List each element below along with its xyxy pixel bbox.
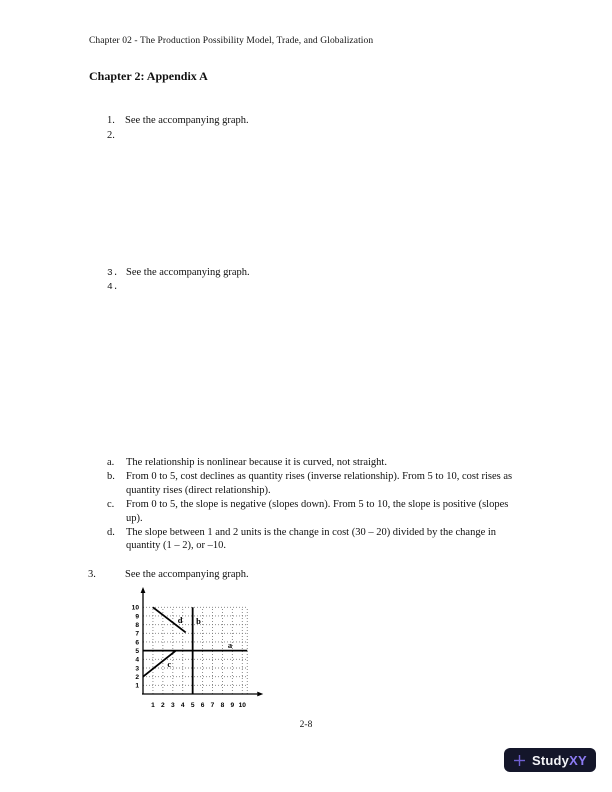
running-header: Chapter 02 - The Production Possibility Model, Trade, and Globalization	[89, 36, 374, 46]
svg-text:10: 10	[238, 702, 246, 709]
svg-text:c: c	[167, 659, 172, 670]
list-item-text: The slope between 1 and 2 units is the change in cost (30 – 20) divided by the change in quantity (1 – 2), or –10.	[126, 526, 497, 552]
list-item-text: See the accompanying graph.	[125, 115, 249, 126]
graph-canvas	[120, 583, 270, 715]
svg-text:b: b	[196, 615, 201, 626]
page-title: Chapter 2: Appendix A	[89, 69, 208, 83]
svg-text:8: 8	[135, 622, 139, 630]
svg-text:7: 7	[135, 630, 139, 638]
list-item	[107, 280, 250, 294]
page-number: 2-8	[299, 720, 313, 730]
svg-text:6: 6	[200, 702, 205, 709]
list-item	[107, 470, 517, 498]
svg-text:4: 4	[135, 656, 139, 664]
svg-text:3: 3	[170, 702, 175, 709]
svg-text:5: 5	[135, 648, 139, 656]
list-marker: 3.	[88, 569, 96, 580]
list-item	[107, 526, 517, 554]
list-marker: b.	[107, 470, 115, 482]
brand-xy-text: XY	[569, 752, 587, 768]
coordinate-graph	[120, 583, 270, 715]
svg-text:9: 9	[135, 613, 139, 621]
svg-text:1: 1	[151, 702, 155, 709]
svg-text:9: 9	[230, 702, 235, 709]
list-item-text: The relationship is nonlinear because it is curved, not straight.	[126, 457, 387, 468]
list-marker: c.	[107, 498, 115, 510]
list-marker: d.	[107, 526, 115, 538]
svg-text:6: 6	[135, 639, 139, 647]
svg-text:a: a	[227, 640, 233, 651]
list-item-text: From 0 to 5, the slope is negative (slopes down). From 5 to 10, the slope is positive (slopes up).	[126, 498, 509, 524]
list-marker: 1.	[107, 115, 115, 126]
list-item	[107, 113, 249, 128]
plus-icon	[513, 754, 526, 767]
svg-text:2: 2	[135, 674, 139, 682]
svg-text:4: 4	[180, 702, 185, 709]
list-item-text: From 0 to 5, cost declines as quantity rises (inverse relationship). From 5 to 10, cost rises as quantity rises (direct relationship).	[126, 470, 513, 496]
svg-text:2: 2	[161, 702, 165, 709]
svg-text:8: 8	[220, 702, 225, 709]
svg-text:10: 10	[131, 604, 139, 612]
lettered-answer-list	[107, 456, 517, 553]
list-marker: 2.	[107, 130, 115, 141]
svg-text:3: 3	[135, 665, 139, 673]
svg-text:5: 5	[190, 702, 195, 709]
list-marker: 3.	[107, 267, 119, 278]
brand-wordmark	[532, 753, 587, 768]
answer-list-3-4	[107, 266, 250, 294]
list-item	[107, 498, 517, 526]
list-marker: 4.	[107, 281, 119, 292]
list-item-text: See the accompanying graph.	[125, 569, 249, 580]
question-3-row	[88, 569, 249, 580]
brand-study-text: Study	[532, 752, 570, 768]
list-item-text: See the accompanying graph.	[126, 267, 250, 278]
list-item	[107, 266, 250, 280]
list-marker: a.	[107, 457, 115, 468]
list-item	[107, 128, 249, 143]
studyxy-logo[interactable]	[504, 748, 596, 772]
svg-text:d: d	[177, 614, 183, 625]
list-item	[107, 456, 517, 470]
svg-text:1: 1	[135, 682, 139, 690]
svg-text:7: 7	[210, 702, 215, 709]
answer-list-1-2	[107, 113, 249, 143]
